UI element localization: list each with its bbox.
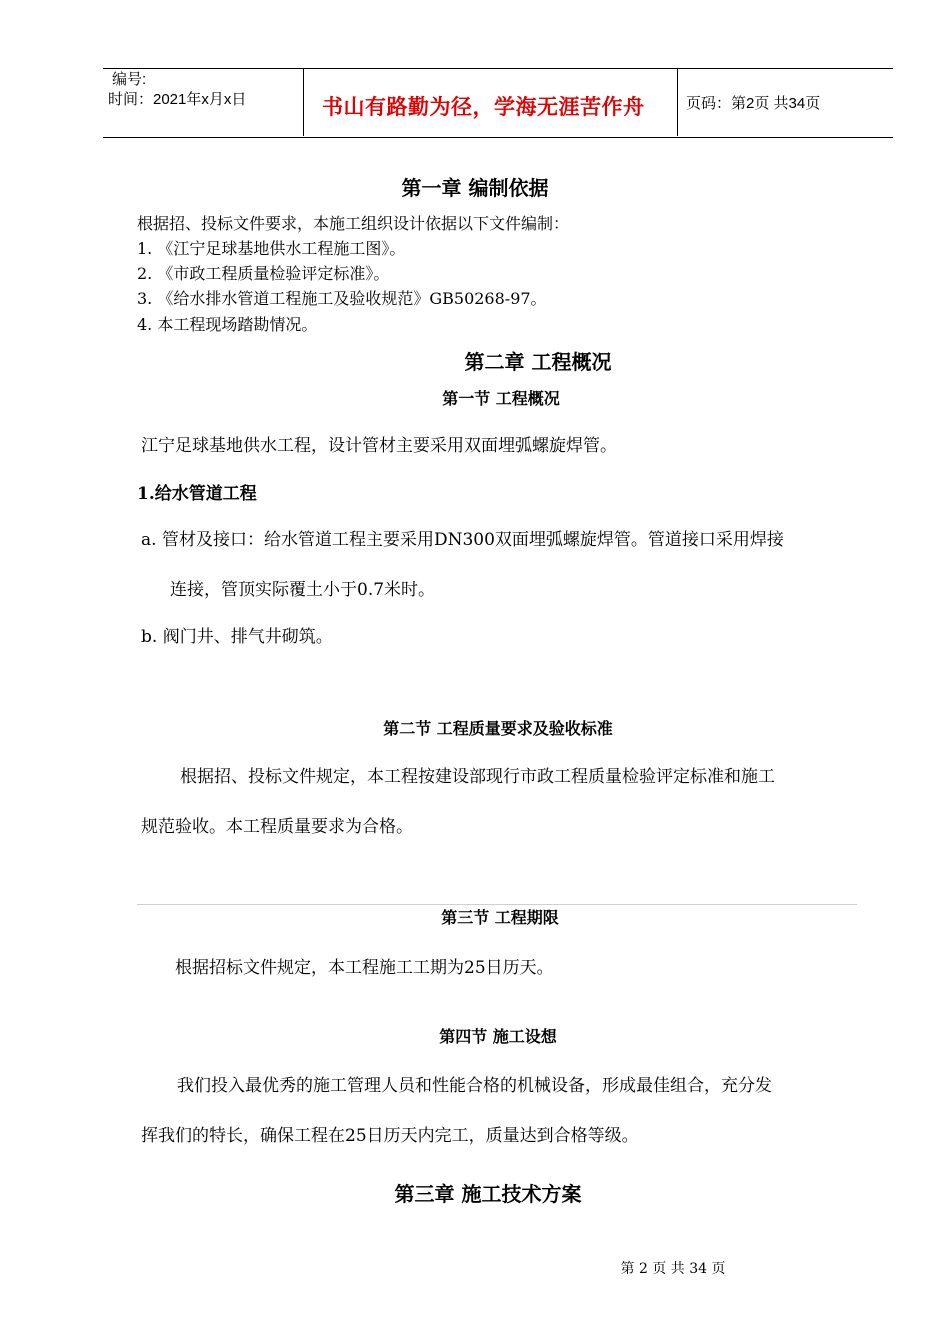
header-divider	[677, 68, 678, 136]
section-1-paragraph: 江宁足球基地供水工程，设计管材主要采用双面埋弧螺旋焊管。	[141, 436, 617, 456]
section-3-title: 第三节 工程期限	[441, 908, 559, 927]
section-2-paragraph: 根据招、投标文件规定，本工程按建设部现行市政工程质量检验评定标准和施工	[180, 767, 775, 787]
section-1-subheading: 1.给水管道工程	[137, 484, 257, 504]
header-page-number: 页码：第2页 共34页	[686, 95, 821, 112]
section-1-item-a-continued: 连接，管顶实际覆土小于0.7米时。	[170, 580, 436, 600]
section-4-paragraph-continued: 挥我们的特长，确保工程在25日历天内完工，质量达到合格等级。	[141, 1126, 639, 1146]
document-number-label: 编号:	[112, 71, 147, 88]
document-date: 时间：2021年x月x日	[108, 91, 247, 108]
header-motto: 书山有路勤为径，学海无涯苦作舟	[322, 96, 645, 119]
reference-item: 3. 《给水排水管道工程施工及验收规范》GB50268-97。	[137, 289, 547, 308]
section-2-paragraph-continued: 规范验收。本工程质量要求为合格。	[141, 817, 413, 837]
reference-item: 4. 本工程现场踏勘情况。	[137, 315, 318, 334]
section-3-paragraph: 根据招标文件规定，本工程施工工期为25日历天。	[175, 958, 554, 978]
chapter-1-intro: 根据招、投标文件要求，本施工组织设计依据以下文件编制：	[137, 214, 570, 233]
footer-page-number: 第 2 页 共 34 页	[620, 1261, 726, 1277]
section-2-title: 第二节 工程质量要求及验收标准	[383, 719, 613, 738]
chapter-2-title: 第二章 工程概况	[464, 350, 612, 374]
chapter-1-title: 第一章 编制依据	[401, 176, 549, 200]
chapter-3-title: 第三章 施工技术方案	[394, 1182, 582, 1206]
reference-item: 1. 《江宁足球基地供水工程施工图》。	[137, 239, 406, 258]
reference-item: 2. 《市政工程质量检验评定标准》。	[137, 264, 390, 283]
section-1-item-a: a. 管材及接口：给水管道工程主要采用DN300双面埋弧螺旋焊管。管道接口采用焊接	[141, 530, 784, 550]
section-1-title: 第一节 工程概况	[442, 389, 560, 408]
section-4-paragraph: 我们投入最优秀的施工管理人员和性能合格的机械设备，形成最佳组合，充分发	[177, 1076, 772, 1096]
section-4-title: 第四节 施工设想	[439, 1027, 557, 1046]
header-divider	[303, 68, 304, 136]
section-1-item-b: b. 阀门井、排气井砌筑。	[141, 627, 333, 647]
